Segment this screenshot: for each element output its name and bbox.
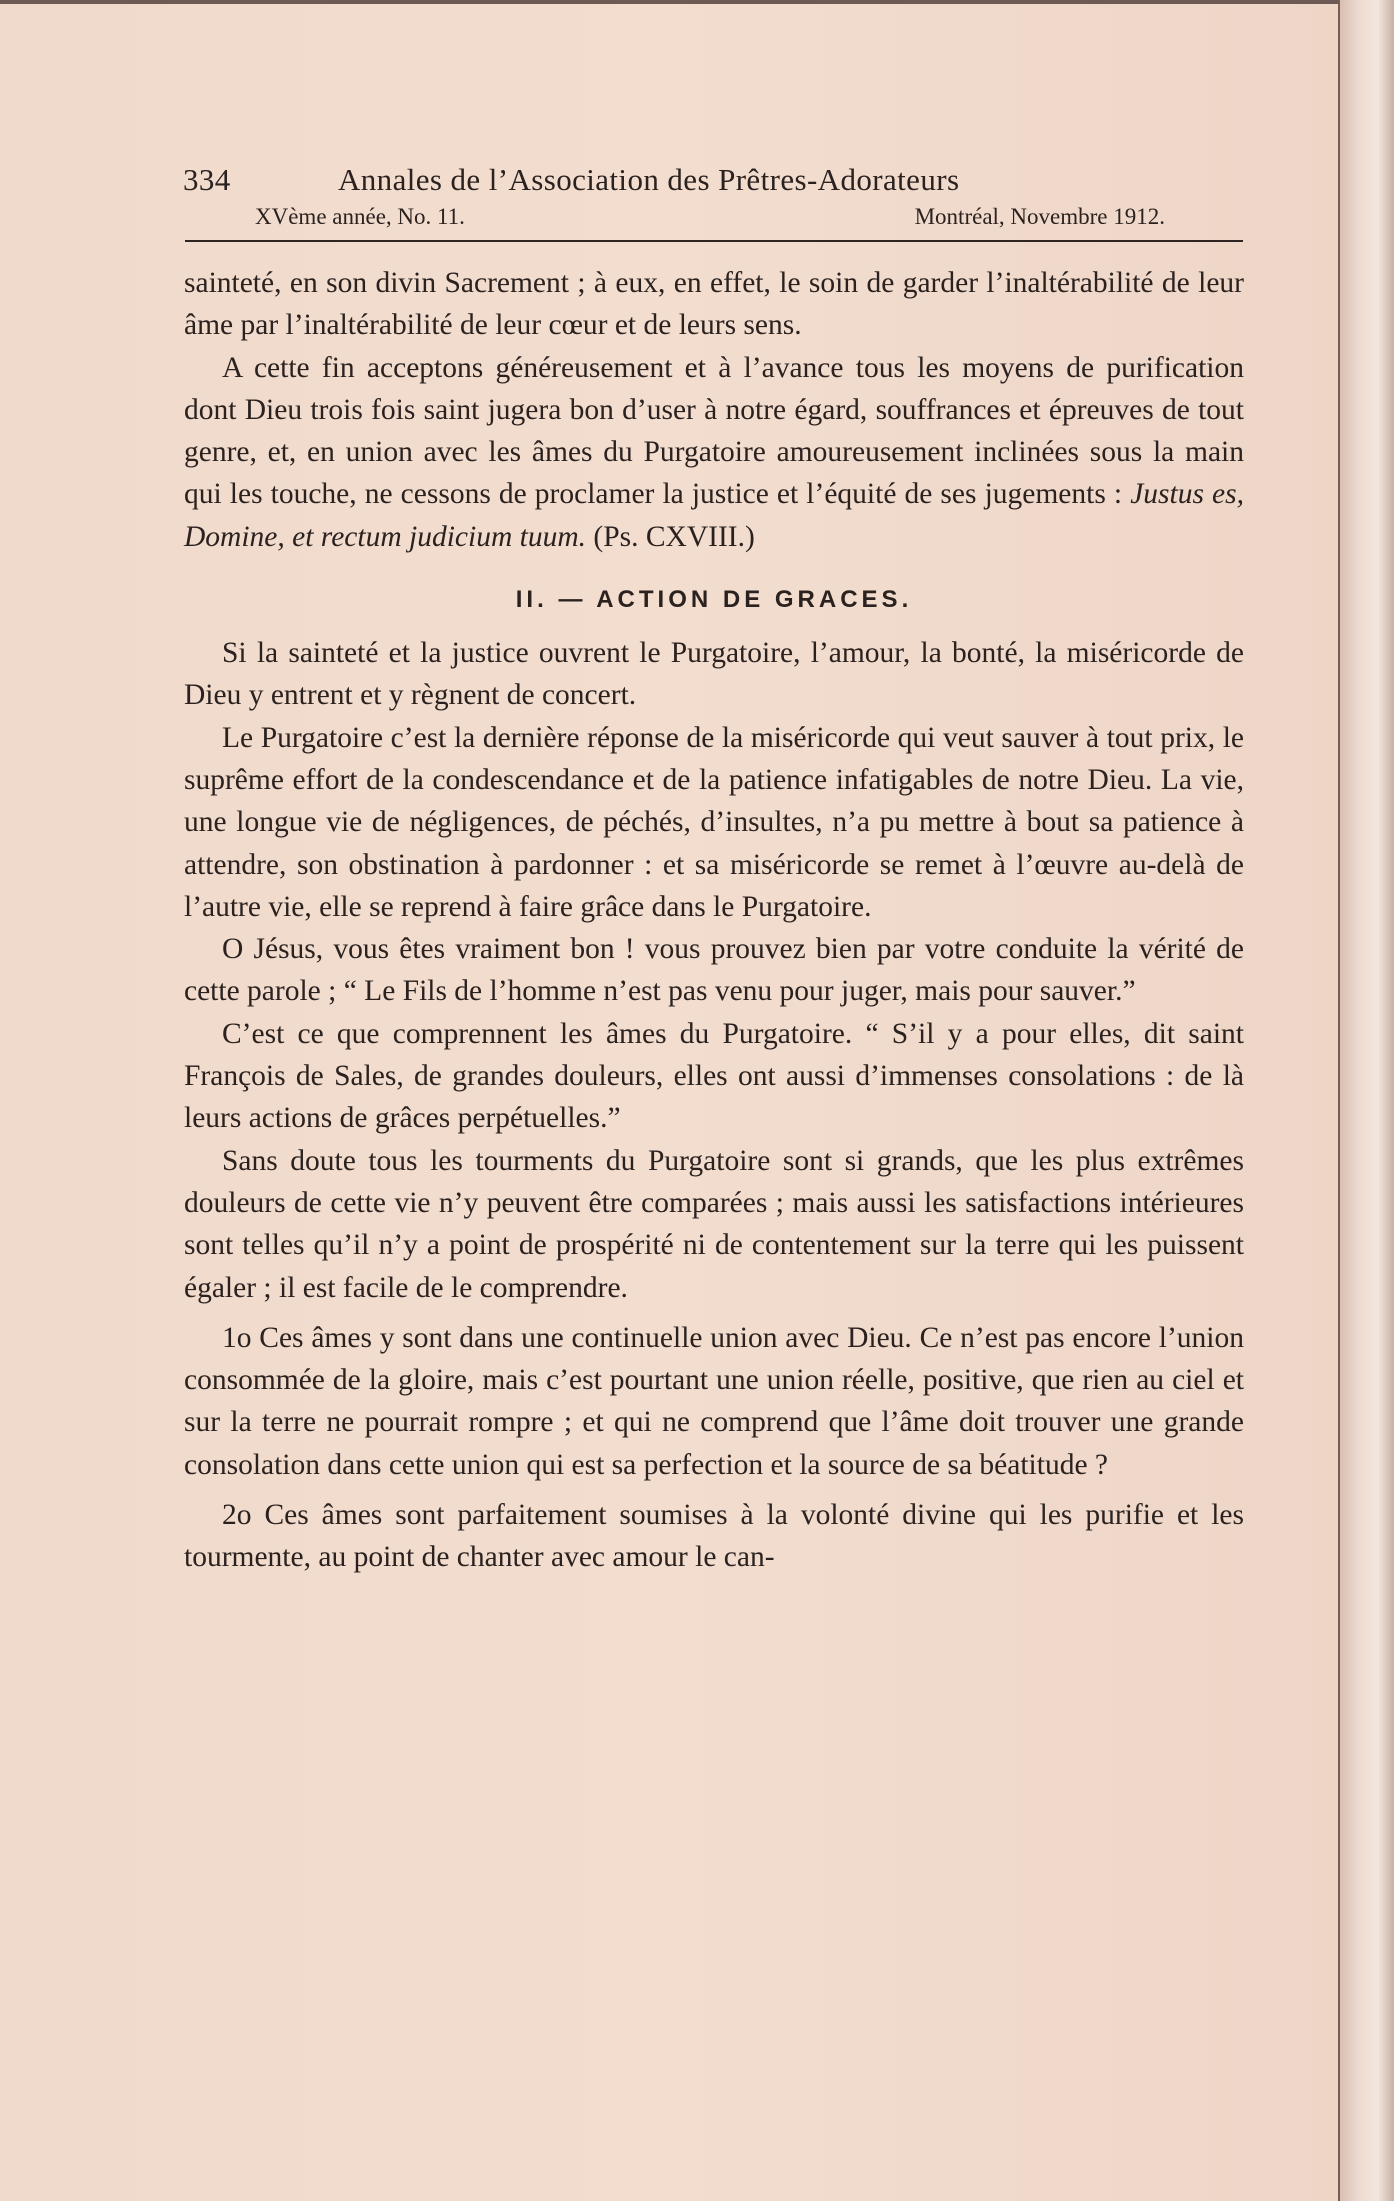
psalm-reference: (Ps. CXVIII.): [586, 520, 755, 553]
latin-quotation: Justus es, Domine, et rectum judicium tuum.: [184, 478, 1244, 553]
section-heading: II. — ACTION DE GRACES.: [515, 586, 913, 614]
header-title-line: [183, 162, 1243, 198]
paragraph-point-two: 2o Ces âmes sont parfaitement soumises à la volonté divine qui les purifie et les tourmente, au point de chanter avec amour le can-: [184, 1499, 1244, 1574]
article-body: [184, 262, 1244, 1579]
paragraph-jesus: O Jésus, vous êtes vraiment bon ! vous prouvez bien par votre conduite la vérité de cette parole ; “ Le Fils de l’homme n’est pas venu pour juger, mais pour sauver.”: [184, 933, 1244, 1008]
running-title: Annales de l’Association des Prêtres-Adorateurs: [338, 162, 960, 197]
paragraph-purgatoire: Le Purgatoire c’est la dernière réponse de la miséricorde qui veut sauver à tout prix, le suprême effort de la condescendance et de la patience infatigables de notre Dieu. La vie, une longue vie de négligences, de péchés, d’insultes, n’a pu mettre à bout sa patience à attendre, son obstination à pardonner : et sa miséricorde se remet à l’œuvre au-delà de l’autre vie, elle se reprend à faire grâce dans le Purgatoire.: [184, 721, 1244, 923]
header-rule: [185, 240, 1243, 242]
paragraph-ames: C’est ce que comprennent les âmes du Purgatoire. “ S’il y a pour elles, dit saint François de Sales, de grandes douleurs, elles ont aussi d’immenses consolations : de là leurs actions de grâces perpétuelles.”: [184, 1017, 1244, 1135]
book-page-edge: [1338, 0, 1394, 2201]
paragraph-saintete: Si la sainteté et la justice ouvrent le Purgatoire, l’amour, la bonté, la miséricorde de Dieu y entrent et y règnent de concert.: [184, 637, 1244, 712]
paragraph-text: A cette fin acceptons généreusement et à l’avance tous les moyens de purification dont Dieu trois fois saint jugera bon d’user à notre égard, souffrances et épreuves de tout genre, et, en union avec les âmes du Purgatoire amoureusement inclinées sous la main qui les touche, ne cessons de proclamer la justice et l’équité de ses jugements :: [184, 351, 1244, 511]
page-number: 334: [183, 162, 231, 197]
paragraph-tourments: Sans doute tous les tourments du Purgatoire sont si grands, que les plus extrêmes douleurs de cette vie n’y peuvent être comparées ; mais aussi les satisfactions intérieures sont telles qu’il n’y a point de prospérité ni de contentement sur la terre qui les puissent égaler ; il est facile de le comprendre.: [184, 1144, 1244, 1304]
top-border-rule: [0, 0, 1340, 4]
page-header: [183, 162, 1243, 242]
paragraph-purification: [184, 347, 1244, 558]
paragraph-continued: sainteté, en son divin Sacrement ; à eux, en effet, le soin de garder l’inaltérabilité de leur âme par l’inaltérabilité de leur cœur et de leurs sens.: [184, 267, 1244, 342]
header-issue-line: [183, 204, 1243, 230]
issue-label: XVème année, No. 11.: [255, 204, 465, 229]
place-date: Montréal, Novembre 1912.: [914, 204, 1165, 229]
paragraph-point-one: 1o Ces âmes y sont dans une continuelle union avec Dieu. Ce n’est pas encore l’union consommée de la gloire, mais c’est pourtant une union réelle, positive, que rien au ciel et sur la terre ne pourrait rompre ; et qui ne comprend que l’âme doit trouver une grande consolation dans cette union qui est sa perfection et la source de sa béatitude ?: [184, 1321, 1244, 1481]
